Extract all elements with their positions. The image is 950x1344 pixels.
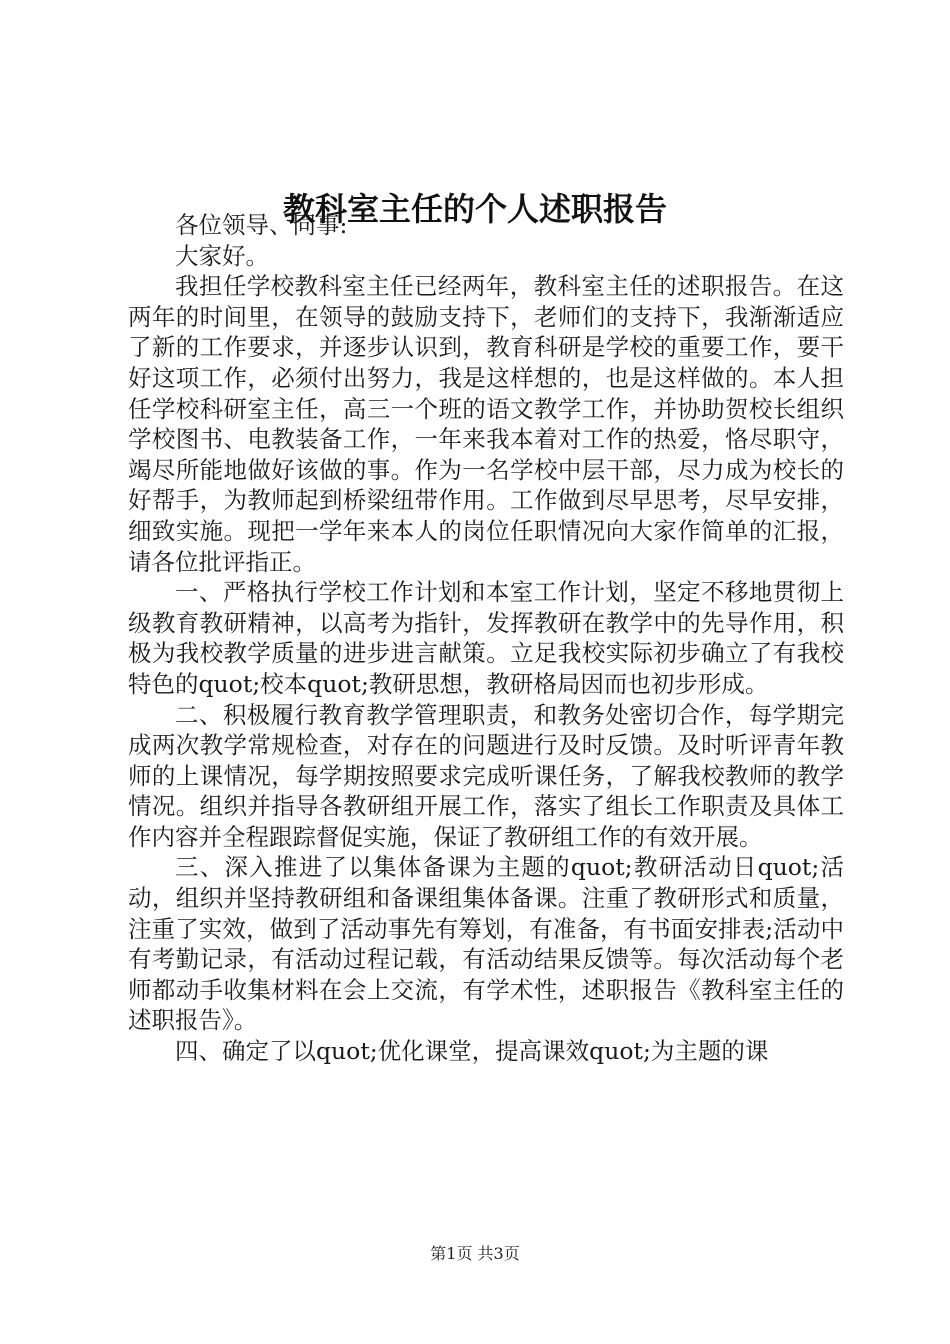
paragraph-section-4: 四、确定了以quot;优化课堂，提高课效quot;为主题的课 [175, 1037, 769, 1066]
document-title: 教科室主任的个人述职报告 [282, 190, 667, 228]
page-footer: 第1页 共3页 [430, 1244, 520, 1263]
paragraph-section-1: 一、严格执行学校工作计划和本室工作计划，坚定不移地贯彻上级教育教研精神，以高考为指针，发挥教研在教学中的先导作用，积极为我校教学质量的进步进言献策。立足我校实际初步确立了有我校特色的quot;校本quot;教研思想，教研格局因而也初步形成。 [128, 578, 844, 698]
paragraph-section-3: 三、深入推进了以集体备课为主题的quot;教研活动日quot;活动，组织并坚持教研组和备课组集体备课。注重了教研形式和质量，注重了实效，做到了活动事先有筹划，有准备，有书面安排表;活动中有考勤记录，有活动过程记载，有活动结果反馈等。每次活动每个老师都动手收集材料在会上交流，有学术性，述职报告《教科室主任的述职报告》。 [128, 853, 844, 1035]
paragraph-section-2: 二、积极履行教育教学管理职责，和教务处密切合作，每学期完成两次教学常规检查，对存在的问题进行及时反馈。及时听评青年教师的上课情况，每学期按照要求完成听课任务，了解我校教师的教学情况。组织并指导各教研组开展工作，落实了组长工作职责及具体工作内容并全程跟踪督促实施，保证了教研组工作的有效开展。 [128, 700, 844, 851]
paragraph-intro: 我担任学校教科室主任已经两年，教科室主任的述职报告。在这两年的时间里，在领导的鼓励支持下，老师们的支持下，我渐渐适应了新的工作要求，并逐步认识到，教育科研是学校的重要工作，要干好这项工作，必须付出努力，我是这样想的，也是这样做的。本人担任学校科研室主任，高三一个班的语文教学工作，并协助贺校长组织学校图书、电教装备工作，一年来我本着对工作的热爱，恪尽职守，竭尽所能地做好该做的事。作为一名学校中层干部，尽力成为校长的好帮手，为教师起到桥梁纽带作用。工作做到尽早思考，尽早安排，细致实施。现把一学年来本人的岗位任职情况向大家作简单的汇报，请各位批评指正。 [128, 272, 844, 576]
document-body [128, 210, 844, 1067]
salutation: 各位领导、同事: [175, 211, 348, 239]
greeting: 大家好。 [175, 241, 269, 270]
